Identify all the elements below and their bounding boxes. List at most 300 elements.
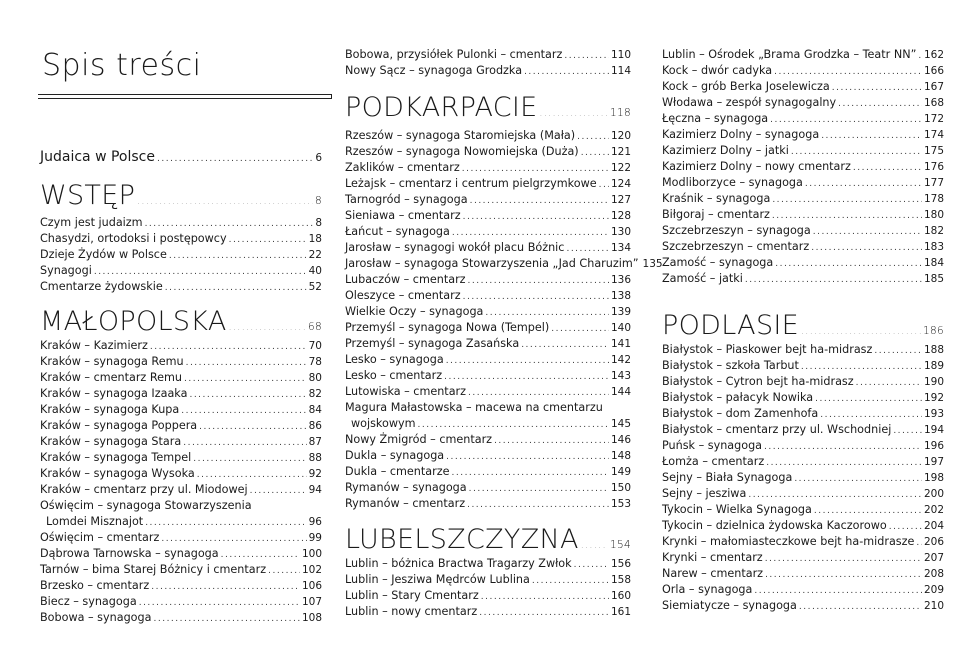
toc-entry-title: Lesko – cmentarz	[345, 369, 443, 382]
toc-page-number: 189	[923, 360, 944, 372]
toc-entry-title: PODLASIE	[662, 310, 800, 341]
dot-leader	[889, 519, 922, 535]
toc-entry-title: Lubaczów – cmentarz	[345, 273, 466, 286]
toc-page-number: 202	[923, 504, 944, 516]
toc-entry	[662, 566, 944, 583]
toc-page-number: 186	[923, 325, 944, 337]
dot-leader	[766, 455, 922, 471]
toc-entry	[40, 546, 322, 563]
toc-entry	[345, 384, 631, 401]
toc-entry-title: Kraków – synagoga Poppera	[40, 419, 198, 432]
toc-page-number: 52	[308, 281, 322, 293]
toc-page-number: 145	[610, 418, 631, 430]
toc-entry-title: Białystok – cmentarz przy ul. Wschodniej	[662, 423, 892, 436]
dot-leader	[521, 337, 609, 353]
toc-entry	[345, 572, 631, 589]
toc-entry-title: wojskowym	[351, 417, 416, 430]
toc-page-number: 140	[610, 322, 631, 334]
toc-entry	[662, 438, 944, 455]
toc-entry	[345, 128, 631, 145]
toc-page-number: 156	[610, 558, 631, 570]
toc-entry	[662, 390, 944, 407]
dot-leader	[183, 435, 306, 451]
toc-entry-title: Dąbrowa Tarnowska – synagoga	[40, 547, 219, 560]
toc-page-number: 194	[923, 424, 944, 436]
toc-entry	[662, 223, 944, 240]
toc-page-number: 175	[923, 145, 944, 157]
toc-page-number: 150	[610, 482, 631, 494]
dot-leader	[463, 209, 609, 225]
toc-page-number: 168	[923, 97, 944, 109]
toc-entry-title: Dzieje Żydów w Polsce	[40, 248, 167, 261]
toc-entry	[40, 562, 322, 579]
dot-leader	[916, 535, 922, 551]
toc-page-number: 149	[610, 466, 631, 478]
toc-entry-title: Kazimierz Dolny – jatki	[662, 144, 789, 157]
dot-leader	[772, 208, 922, 224]
toc-entry-title: Oleszyce – cmentarz	[345, 289, 461, 302]
toc-entry-title: Łańcut – synagoga	[345, 225, 450, 238]
toc-page-number: 177	[923, 177, 944, 189]
toc-entry	[345, 416, 631, 433]
toc-entry	[40, 231, 322, 248]
toc-page-number: 207	[923, 552, 944, 564]
toc-entry-title: Przemyśl – synagoga Nowa (Tempel)	[345, 321, 550, 334]
toc-entry-title: Tykocin – Wielka Synagoga	[662, 503, 812, 516]
toc-entry-title: Białystok – Piaskower bejt ha-midrasz	[662, 343, 873, 356]
toc-entry-title: Sejny – jesziwa	[662, 487, 747, 500]
toc-page-number: 122	[610, 162, 631, 174]
toc-entry	[40, 279, 322, 296]
toc-entry	[345, 144, 631, 161]
toc-page-number: 135	[642, 258, 663, 270]
toc-entry	[40, 263, 322, 280]
toc-entry-title: Jarosław – synagoga Stowarzyszenia „Jad Charuzim”	[345, 257, 639, 270]
dot-leader	[444, 369, 609, 385]
toc-entry-title: Kock – grób Berka Joselewicza	[662, 80, 830, 93]
toc-entry-title: Cmentarze żydowskie	[40, 280, 163, 293]
toc-page-number: 143	[610, 370, 631, 382]
toc-page-number: 94	[308, 484, 322, 496]
toc-page-number: 190	[923, 376, 944, 388]
toc-entry	[662, 63, 944, 80]
dot-leader	[184, 371, 307, 387]
toc-entry-title: Szczebrzeszyn – cmentarz	[662, 240, 810, 253]
toc-entry-title: Szczebrzeszyn – synagoga	[662, 224, 811, 237]
toc-page-number: 124	[610, 178, 631, 190]
dot-leader	[467, 497, 609, 513]
toc-entry	[345, 556, 631, 573]
toc-entry-title: Biecz – synagoga	[40, 595, 137, 608]
toc-entry-title: Rymanów – cmentarz	[345, 497, 466, 510]
dot-leader	[94, 264, 307, 280]
toc-entry-title: Kraków – cmentarz przy ul. Miodowej	[40, 483, 248, 496]
dot-leader	[199, 419, 306, 435]
toc-page-number: 158	[610, 574, 631, 586]
toc-page-number: 174	[923, 129, 944, 141]
toc-page-number: 92	[308, 468, 322, 480]
toc-entry-title: Lublin – Stary Cmentarz	[345, 589, 479, 602]
toc-entry-title: Kazimierz Dolny – nowy cmentarz	[662, 160, 851, 173]
toc-entry	[662, 127, 944, 144]
toc-entry-title: Lutowiska – cmentarz	[345, 385, 467, 398]
toc-entry-title: Czym jest judaizm	[40, 216, 143, 229]
toc-entry-title: Krynki – cmentarz	[662, 551, 763, 564]
toc-entry-title: Lublin – Jesziwa Mędrców Lublina	[345, 573, 530, 586]
toc-entry	[662, 79, 944, 96]
toc-page-number: 144	[610, 386, 631, 398]
dot-leader	[574, 557, 609, 573]
toc-page-number: 120	[610, 130, 631, 142]
toc-entry	[40, 215, 322, 232]
toc-entry-title: Tarnogród – synagoga	[345, 193, 468, 206]
toc-entry-title: Rzeszów – synagoga Nowomiejska (Duża)	[345, 145, 579, 158]
toc-page-number: 141	[610, 338, 631, 350]
toc-entry-title: Siemiatycze – synagoga	[662, 599, 797, 612]
dot-leader	[765, 551, 922, 567]
toc-entry	[345, 272, 631, 289]
toc-entry-title: Wielkie Oczy – synagoga	[345, 305, 484, 318]
toc-entry-title: Kazimierz Dolny – synagoga	[662, 128, 820, 141]
toc-page-number: 110	[610, 49, 631, 61]
toc-page-number: 153	[610, 498, 631, 510]
dot-leader	[794, 471, 922, 487]
dot-leader	[197, 467, 307, 483]
toc-entry	[345, 320, 631, 337]
toc-entry	[662, 550, 944, 567]
toc-entry-title: Zamość – jatki	[662, 272, 743, 285]
toc-entry	[345, 304, 631, 321]
toc-entry-title: Orla – synagoga	[662, 583, 753, 596]
toc-entry	[345, 160, 631, 177]
toc-entry-title: Łomża – cmentarz	[662, 455, 765, 468]
toc-entry-title: Chasydzi, ortodoksi i postępowcy	[40, 232, 227, 245]
toc-entry-title: Białystok – szkoła Tarbut	[662, 359, 799, 372]
dot-leader	[893, 423, 922, 439]
dot-leader	[462, 161, 609, 177]
toc-page-number: 108	[301, 612, 322, 624]
toc-entry	[40, 514, 322, 531]
dot-leader	[157, 150, 313, 168]
toc-entry-title: PODKARPACIE	[345, 92, 538, 123]
toc-page-number: 172	[923, 113, 944, 125]
toc-page-number: 106	[301, 580, 322, 592]
toc-page-number: 160	[610, 590, 631, 602]
toc-entry-title: WSTĘP	[40, 180, 136, 211]
toc-entry-title: Kraków – Kazimierz	[40, 339, 148, 352]
dot-leader	[150, 339, 307, 355]
dot-leader	[161, 531, 306, 547]
dot-leader	[754, 583, 922, 599]
toc-page-number: 68	[308, 321, 322, 333]
dot-leader	[764, 439, 922, 455]
toc-entry	[345, 588, 631, 605]
toc-entry	[40, 466, 322, 483]
toc-entry	[662, 470, 944, 487]
toc-entry	[345, 480, 631, 497]
toc-entry-title: Puńsk – synagoga	[662, 439, 763, 452]
toc-entry	[40, 402, 322, 419]
toc-entry-title: Białystok – Cytron bejt ha-midrasz	[662, 375, 854, 388]
dot-leader	[145, 216, 314, 232]
toc-page-number: 188	[923, 344, 944, 356]
toc-entry-title: Włodawa – zespół synagogalny	[662, 96, 837, 109]
toc-entry	[40, 247, 322, 264]
dot-leader	[765, 567, 922, 583]
page-title: Spis treści	[42, 48, 202, 83]
toc-page-number: 192	[923, 392, 944, 404]
toc-page-number: 210	[923, 600, 944, 612]
toc-page-number: 127	[610, 194, 631, 206]
dot-leader	[186, 355, 307, 371]
dot-leader	[181, 403, 306, 419]
toc-entry-title: LUBELSZCZYZNA	[345, 524, 579, 555]
toc-page-number: 167	[923, 81, 944, 93]
toc-entry-title: Białystok – pałacyk Nowika	[662, 391, 814, 404]
toc-page-number: 136	[610, 274, 631, 286]
toc-entry	[40, 482, 322, 499]
toc-entry-title: Dukla – synagoga	[345, 449, 445, 462]
dot-leader	[853, 160, 922, 176]
toc-entry-title: Dukla – cmentarze	[345, 465, 450, 478]
dot-leader	[791, 144, 922, 160]
dot-leader	[468, 385, 609, 401]
toc-page-number: 180	[923, 209, 944, 221]
toc-entry-title: Modliborzyce – synagoga	[662, 176, 803, 189]
dot-leader	[470, 193, 609, 209]
toc-entry	[662, 358, 944, 375]
dot-leader	[468, 273, 609, 289]
dot-leader	[772, 192, 922, 208]
toc-page-number: 8	[315, 217, 322, 229]
toc-entry-title: Białystok – dom Zamenhofa	[662, 407, 819, 420]
dot-leader	[745, 272, 922, 288]
toc-entry-title: Brzesko – cmentarz	[40, 579, 150, 592]
dot-leader	[229, 232, 307, 248]
toc-entry-title: Tykocin – dzielnica żydowska Kaczorowo	[662, 519, 887, 532]
toc-entry	[345, 224, 631, 241]
toc-page-number: 88	[308, 452, 322, 464]
toc-entry-title: Łęczna – synagoga	[662, 112, 769, 125]
toc-page-number: 118	[610, 107, 631, 119]
toc-entry	[662, 486, 944, 503]
dot-leader	[814, 503, 922, 519]
toc-entry-title: Magura Małastowska – macewa na cmentarzu	[345, 401, 603, 414]
toc-page-number: 166	[923, 65, 944, 77]
toc-entry	[662, 454, 944, 471]
toc-page-number: 184	[923, 257, 944, 269]
toc-page-number: 134	[610, 242, 631, 254]
toc-entry	[345, 192, 631, 209]
toc-page-number: 130	[610, 226, 631, 238]
toc-entry	[345, 368, 631, 385]
toc-entry	[662, 271, 944, 288]
toc-page-number: 70	[308, 340, 322, 352]
dot-leader	[469, 481, 609, 497]
toc-page-number: 121	[610, 146, 631, 158]
toc-entry	[662, 175, 944, 192]
toc-page-number: 80	[308, 372, 322, 384]
toc-entry	[345, 464, 631, 481]
toc-entry	[662, 255, 944, 272]
toc-entry-title: Sieniawa – cmentarz	[345, 209, 461, 222]
toc-entry-title: Oświęcim – synagoga Stowarzyszenia	[40, 499, 252, 512]
toc-entry-title: Leżajsk – cmentarz i centrum pielgrzymkowe	[345, 177, 597, 190]
toc-page-number: 128	[610, 210, 631, 222]
toc-entry	[40, 418, 322, 435]
toc-entry-title: Lomdei Misznajot	[46, 515, 144, 528]
toc-page-number: 84	[308, 404, 322, 416]
toc-entry-title: Nowy Żmigród – cmentarz	[345, 433, 493, 446]
dot-leader	[481, 589, 609, 605]
toc-entry-title: Lesko – synagoga	[345, 353, 444, 366]
dot-leader	[524, 64, 609, 80]
toc-entry	[345, 240, 631, 257]
toc-page-number: 178	[923, 193, 944, 205]
dot-leader	[832, 80, 922, 96]
toc-entry-title: Lublin – nowy cmentarz	[345, 605, 478, 618]
toc-entry-title: Sejny – Biała Synagoga	[662, 471, 793, 484]
toc-entry	[662, 502, 944, 519]
toc-entry	[662, 191, 944, 208]
toc-entry	[662, 518, 944, 535]
dot-leader	[193, 451, 306, 467]
dot-leader	[153, 611, 299, 627]
toc-entry	[345, 604, 631, 621]
toc-entry	[345, 336, 631, 353]
toc-entry	[345, 208, 631, 225]
dot-leader	[566, 241, 609, 257]
dot-leader	[137, 186, 313, 218]
toc-entry	[345, 47, 631, 64]
toc-page-number: 204	[923, 520, 944, 532]
toc-page-number: 185	[923, 273, 944, 285]
toc-entry-title: Synagogi	[40, 264, 92, 277]
dot-leader	[463, 289, 609, 305]
toc-page-number: 208	[923, 568, 944, 580]
toc-entry-title: Kraków – synagoga Wysoka	[40, 467, 195, 480]
dot-leader	[485, 305, 609, 321]
toc-entry-title: Nowy Sącz – synagoga Grodzka	[345, 64, 523, 77]
toc-entry	[40, 450, 322, 467]
toc-entry-title: Bobowa – synagoga	[40, 611, 152, 624]
dot-leader	[820, 407, 922, 423]
title-rule	[38, 94, 332, 99]
toc-entry	[662, 95, 944, 112]
toc-entry-title: Przemyśl – synagoga Zasańska	[345, 337, 520, 350]
toc-entry	[662, 159, 944, 176]
toc-entry	[40, 148, 322, 168]
toc-page-number: 138	[610, 290, 631, 302]
toc-entry	[40, 610, 322, 627]
toc-entry	[40, 530, 322, 547]
toc-entry	[40, 386, 322, 403]
toc-page-number: 82	[308, 388, 322, 400]
toc-entry-title: Zaklików – cmentarz	[345, 161, 460, 174]
dot-leader	[856, 375, 922, 391]
dot-leader	[775, 256, 922, 272]
toc-entry-title: Krynki – małomiasteczkowe bejt ha-midrasze	[662, 535, 915, 548]
toc-entry	[662, 111, 944, 128]
toc-page-number: 154	[610, 539, 631, 551]
toc-entry	[40, 594, 322, 611]
dot-leader	[748, 487, 922, 503]
toc-entry-title: Rymanów – synagoga	[345, 481, 467, 494]
toc-entry	[345, 352, 631, 369]
toc-page-number: 146	[610, 434, 631, 446]
toc-page-number: 197	[923, 456, 944, 468]
toc-entry-title: Kraków – synagoga Izaaka	[40, 387, 188, 400]
toc-entry-title: Kraków – synagoga Tempel	[40, 451, 192, 464]
dot-leader	[815, 391, 922, 407]
toc-page-number: 200	[923, 488, 944, 500]
toc-page-number: 148	[610, 450, 631, 462]
dot-leader	[139, 595, 300, 611]
toc-page-number: 193	[923, 408, 944, 420]
dot-leader	[452, 225, 609, 241]
dot-leader	[838, 96, 922, 112]
toc-page-number: 198	[923, 472, 944, 484]
dot-leader	[451, 465, 608, 481]
toc-page-number: 196	[923, 440, 944, 452]
toc-entry	[40, 354, 322, 371]
dot-leader	[250, 483, 307, 499]
dot-leader	[532, 573, 609, 589]
toc-page-number: 162	[923, 49, 944, 61]
dot-leader	[811, 240, 922, 256]
dot-leader	[801, 359, 922, 375]
toc-entry-title: Kraków – synagoga Stara	[40, 435, 182, 448]
dot-leader	[494, 433, 609, 449]
toc-entry-title: Narew – cmentarz	[662, 567, 764, 580]
toc-entry-title: Bobowa, przysiółek Pulonki – cmentarz	[345, 48, 563, 61]
toc-page-number: 96	[308, 516, 322, 528]
dot-leader	[189, 387, 306, 403]
toc-entry	[345, 496, 631, 513]
toc-page-number: 102	[301, 564, 322, 576]
dot-leader	[169, 248, 307, 264]
dot-leader	[418, 417, 609, 433]
toc-entry	[345, 63, 631, 80]
toc-entry-title: Kraków – cmentarz Remu	[40, 371, 183, 384]
toc-entry	[345, 256, 663, 273]
dot-leader	[145, 515, 306, 531]
dot-leader	[221, 547, 300, 563]
toc-page-number: 6	[315, 152, 322, 164]
toc-entry-title: Judaica w Polsce	[40, 149, 155, 165]
toc-entry	[40, 578, 322, 595]
dot-leader	[479, 605, 609, 621]
toc-entry	[345, 400, 631, 416]
dot-leader	[540, 98, 609, 130]
toc-entry-title: Kock – dwór cadyka	[662, 64, 773, 77]
dot-leader	[770, 112, 922, 128]
toc-entry	[662, 406, 944, 423]
toc-entry	[662, 342, 944, 359]
toc-entry-title: Rzeszów – synagoga Staromiejska (Mała)	[345, 129, 576, 142]
toc-page-number: 8	[315, 195, 322, 207]
toc-entry	[662, 422, 944, 439]
toc-page-number: 139	[610, 306, 631, 318]
toc-page-number: 209	[923, 584, 944, 596]
toc-entry	[40, 434, 322, 451]
dot-leader	[799, 599, 922, 615]
dot-leader	[446, 449, 609, 465]
toc-entry-title: Kraków – synagoga Kupa	[40, 403, 180, 416]
toc-entry-title: Lublin – bóżnica Bractwa Tragarzy Zwłok	[345, 557, 572, 570]
dot-leader	[151, 579, 300, 595]
toc-page-number: 87	[308, 436, 322, 448]
